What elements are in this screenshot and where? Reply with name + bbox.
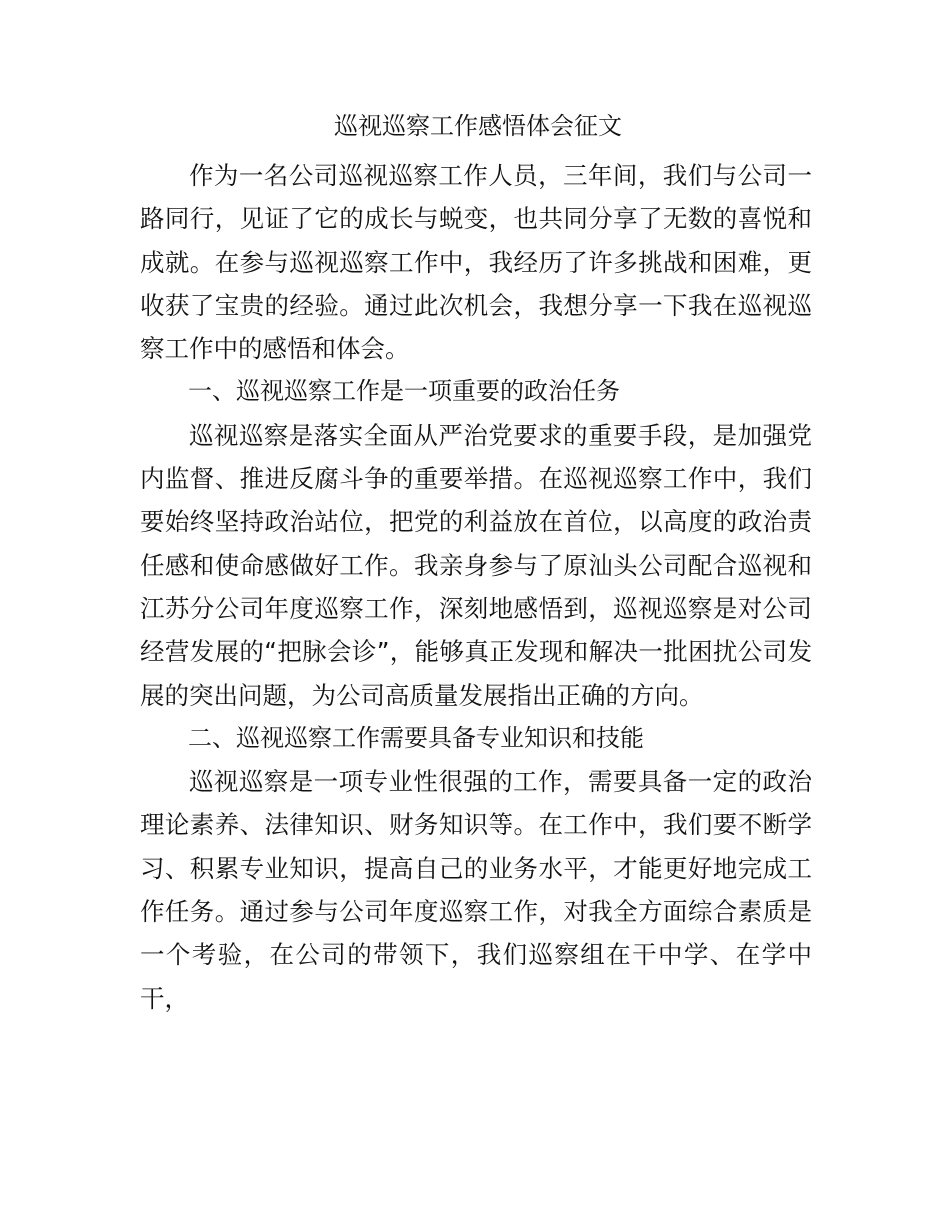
intro-paragraph: 作为一名公司巡视巡察工作人员，三年间，我们与公司一路同行，见证了它的成长与蜕变，也共同分享了无数的喜悦和成就。在参与巡视巡察工作中，我经历了许多挑战和困难，更收获了宝贵的经验。通过此次机会，我想分享一下我在巡视巡察工作中的感悟和体会。 [140,161,812,364]
section-2-paragraph: 巡视巡察是一项专业性很强的工作，需要具备一定的政治理论素养、法律知识、财务知识等。在工作中，我们要不断学习、积累专业知识，提高自己的业务水平，才能更好地完成工作任务。通过参与公司年度巡察工作，对我全方面综合素质是一个考验，在公司的带领下，我们巡察组在干中学、在学中干， [140,767,812,1013]
section-1-paragraph: 巡视巡察是落实全面从严治党要求的重要手段，是加强党内监督、推进反腐斗争的重要举措。在巡视巡察工作中，我们要始终坚持政治站位，把党的利益放在首位，以高度的政治责任感和使命感做好工作。我亲身参与了原汕头公司配合巡视和江苏分公司年度巡察工作，深刻地感悟到，巡视巡察是对公司经营发展的“把脉会诊”，能够真正发现和解决一批困扰公司发展的突出问题，为公司高质量发展指出正确的方向。 [140,420,812,710]
document-page [140,100,812,1020]
section-heading-2: 二、巡视巡察工作需要具备专业知识和技能 [188,723,644,752]
document-title: 巡视巡察工作感悟体会征文 [334,112,622,140]
section-heading-1: 一、巡视巡察工作是一项重要的政治任务 [188,377,620,406]
